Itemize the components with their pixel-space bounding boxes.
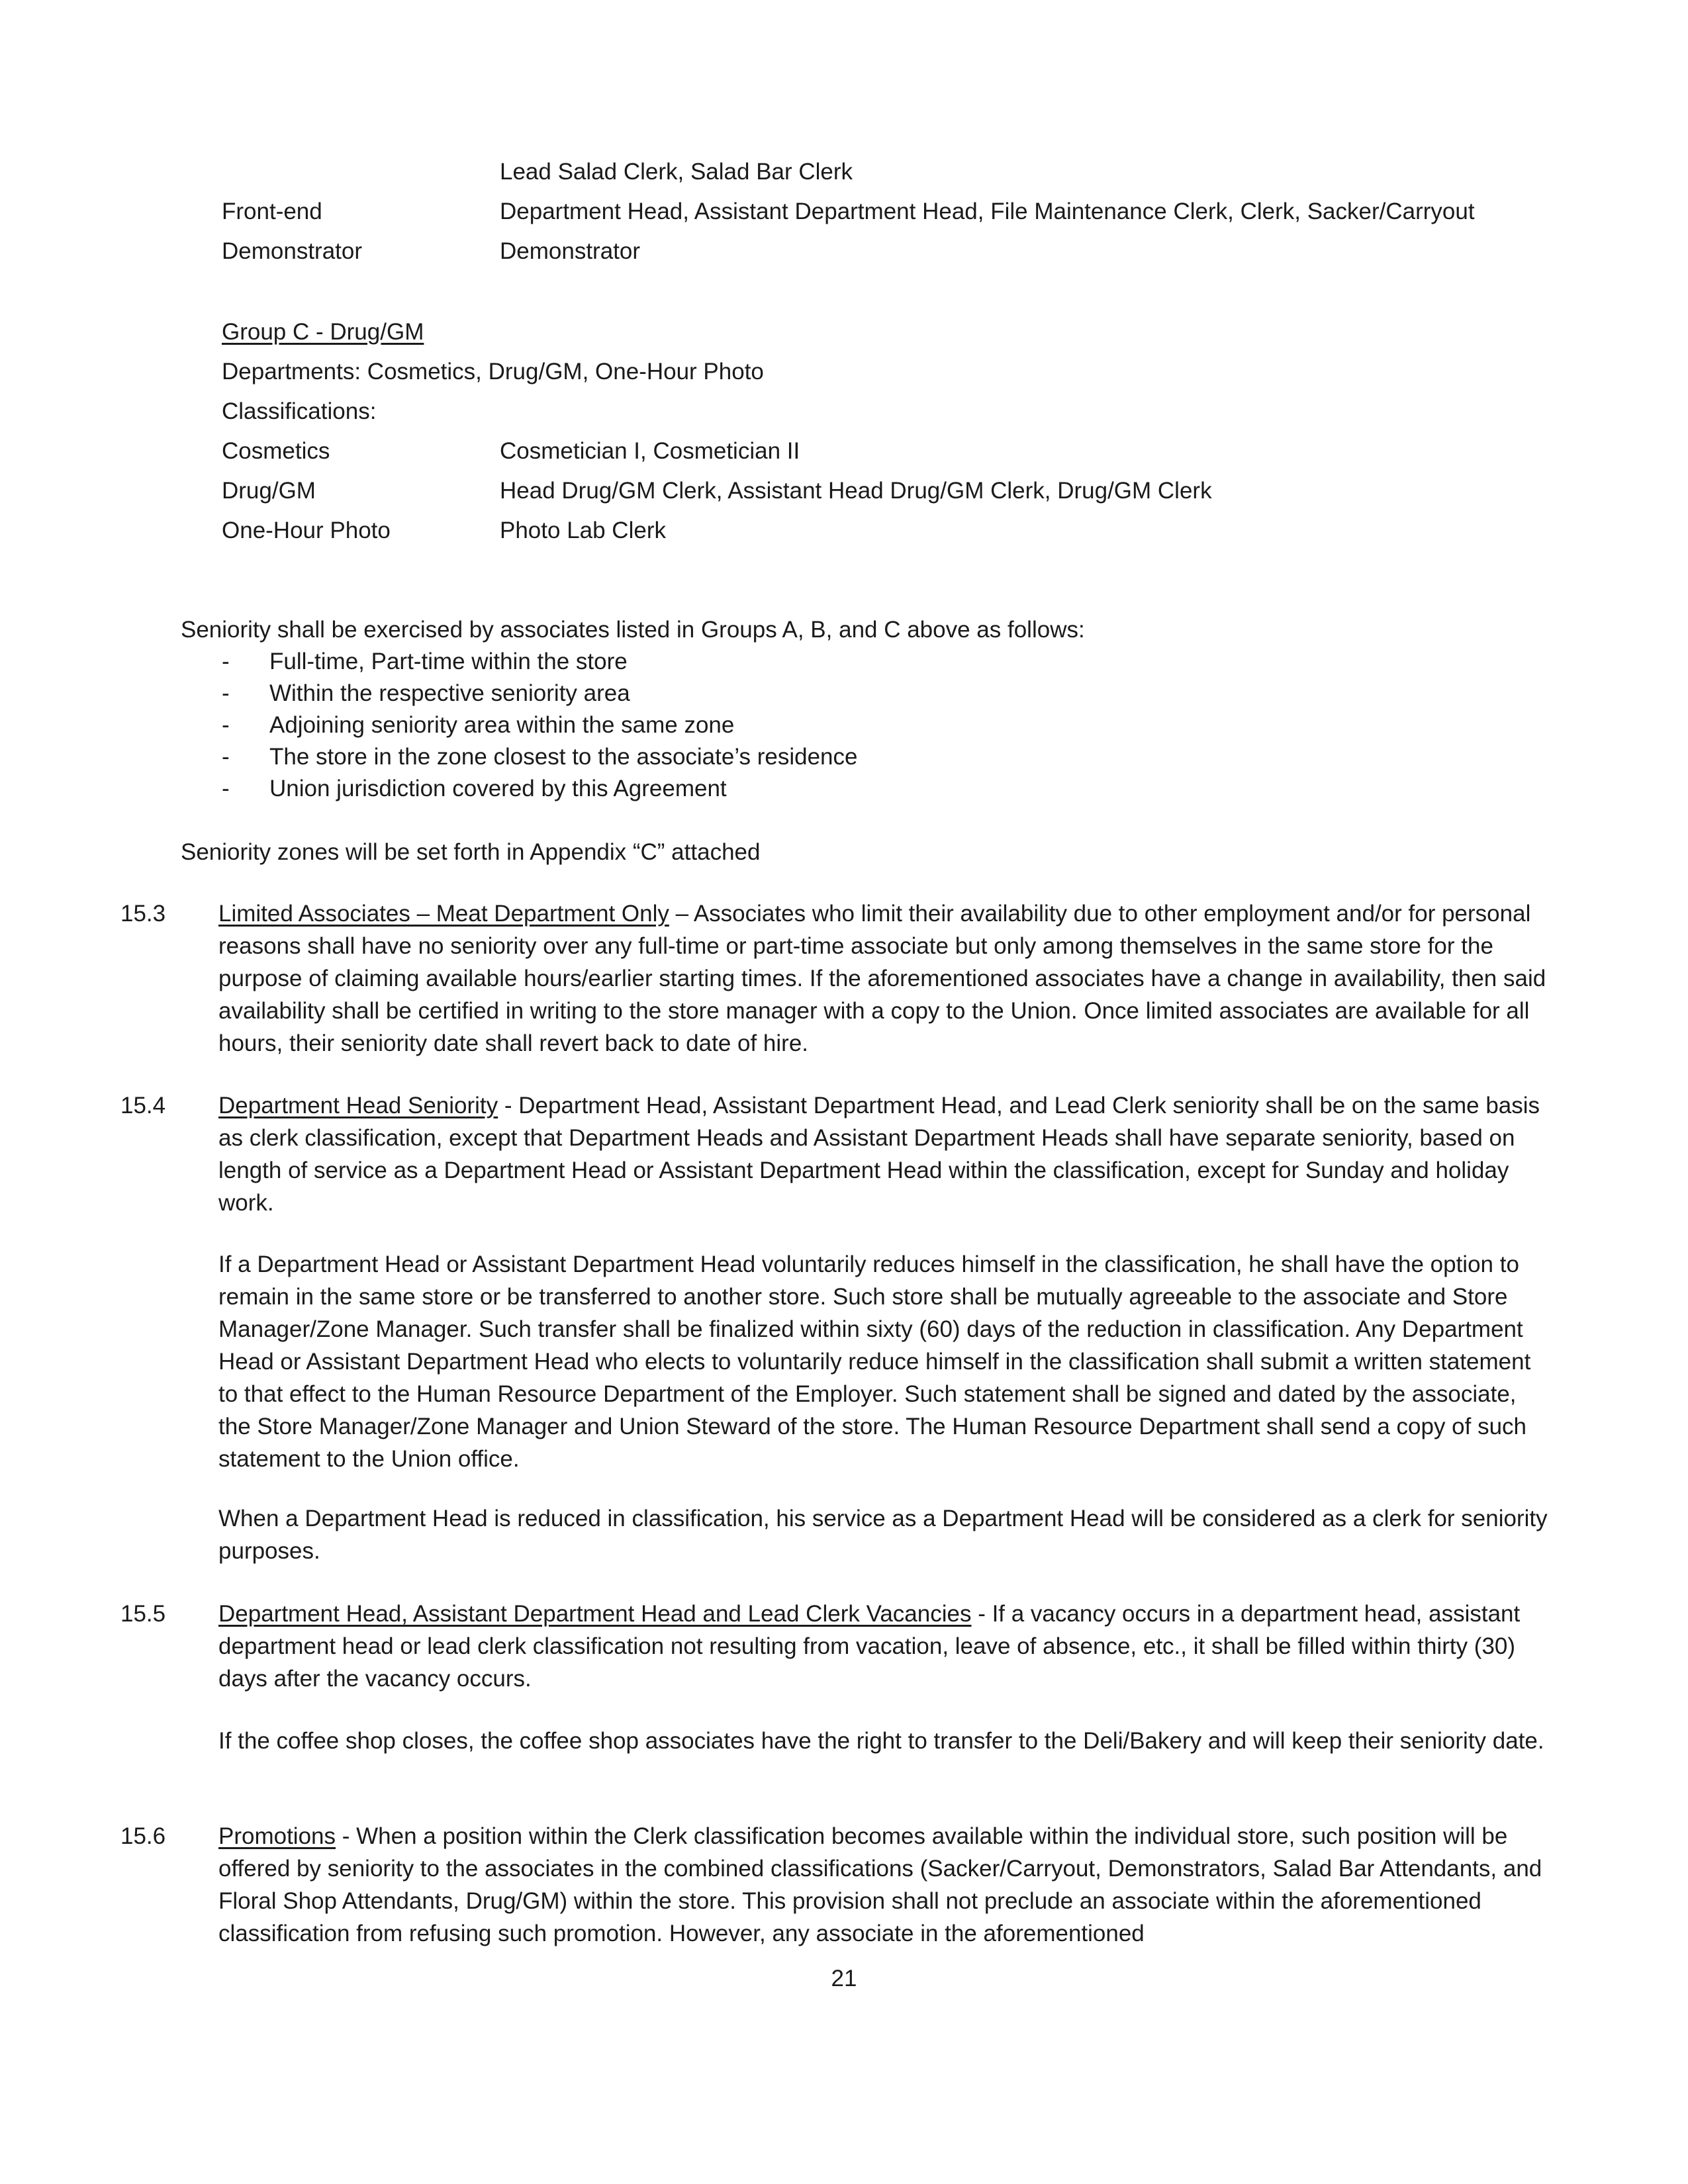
section-title: Promotions: [218, 1823, 336, 1849]
bullet-dash: -: [222, 712, 230, 738]
section-15-5-paragraph: If the coffee shop closes, the coffee shop associates have the right to transfer to the Deli/Bakery and will keep their seniority date.: [218, 1728, 1544, 1754]
section-title: Department Head Seniority: [218, 1093, 498, 1118]
section-15-4-paragraph: If a Department Head or Assistant Department Head voluntarily reduces himself in the classification, he shall have the option to remain in the same store or be transferred to another store. Such store shall be mutually agreeable to the associate and Store Manager/Zone Manager. Such transfer shall be finalized within sixty (60) days of the reduction in classification. Any Department Head or Assistant Department Head who elects to voluntarily reduce himself in the classification shall submit a written statement to that effect to the Human Resource Department of the Employer. Such statement shall be signed and dated by the associate, the Store Manager/Zone Manager and Union Steward of the store. The Human Resource Department shall send a copy of such statement to the Union office.: [218, 1251, 1531, 1472]
classification-list: Lead Salad Clerk, Salad Bar Clerk: [500, 159, 853, 185]
section-number: 15.5: [120, 1601, 166, 1627]
section-body: - When a position within the Clerk classification becomes available within the individual store, such position will be offered by seniority to the associates in the combined classifications (Sacker/Carryout, Demonstrators, Salad Bar Attendants, and Floral Shop Attendants, Drug/GM) within the store. This provision shall not preclude an associate within the aforementioned classification from refusing such promotion. However, any associate in the aforementioned: [218, 1823, 1542, 1946]
seniority-bullet: Union jurisdiction covered by this Agreement: [269, 776, 727, 801]
section-15-3: [218, 897, 1549, 1060]
page-number: 21: [831, 1966, 857, 1991]
bullet-dash: -: [222, 776, 230, 801]
seniority-bullet: The store in the zone closest to the associate’s residence: [269, 744, 858, 770]
classification-list: Cosmetician I, Cosmetician II: [500, 438, 800, 464]
classification-list: Photo Lab Clerk: [500, 518, 666, 543]
seniority-intro: Seniority shall be exercised by associates listed in Groups A, B, and C above as follows:: [181, 617, 1085, 643]
section-number: 15.4: [120, 1093, 166, 1118]
group-c-classifications-label: Classifications:: [222, 398, 377, 424]
department-name: Front-end: [222, 199, 322, 224]
seniority-bullet: Adjoining seniority area within the same zone: [269, 712, 735, 738]
bullet-dash: -: [222, 744, 230, 770]
seniority-bullet: Within the respective seniority area: [269, 680, 630, 706]
section-body: – Associates who limit their availability due to other employment and/or for personal reasons shall have no seniority over any full-time or part-time associate but only among themselves in the same store for the purpose of claiming available hours/earlier starting times. If the aforementioned associates have a change in availability, then said availability shall be certified in writing to the store manager with a copy to the Union. Once limited associates are available for all hours, their seniority date shall revert back to date of hire.: [218, 901, 1546, 1056]
seniority-zones: Seniority zones will be set forth in Appendix “C” attached: [181, 839, 761, 865]
department-name: Demonstrator: [222, 238, 363, 264]
classification-list: Demonstrator: [500, 238, 641, 264]
classification-list: Head Drug/GM Clerk, Assistant Head Drug/GM Clerk, Drug/GM Clerk: [500, 478, 1212, 504]
section-15-4: [218, 1089, 1549, 1219]
seniority-bullet: Full-time, Part-time within the store: [269, 649, 628, 674]
section-body: - Department Head, Assistant Department Head, and Lead Clerk seniority shall be on the same basis as clerk classification, except that Department Heads and Assistant Department Heads shall have separate seniority, based on length of service as a Department Head or Assistant Department Head within the classification, except for Sunday and holiday work.: [218, 1093, 1540, 1216]
bullet-dash: -: [222, 649, 230, 674]
department-name: Cosmetics: [222, 438, 330, 464]
section-title: Department Head, Assistant Department Head and Lead Clerk Vacancies: [218, 1601, 972, 1627]
classification-list: Department Head, Assistant Department Head, File Maintenance Clerk, Clerk, Sacker/Carryout: [500, 199, 1475, 224]
section-15-5: [218, 1598, 1549, 1695]
section-number: 15.6: [120, 1823, 166, 1849]
section-15-4-paragraph: When a Department Head is reduced in classification, his service as a Department Head will be considered as a clerk for seniority purposes.: [218, 1506, 1548, 1564]
section-title: Limited Associates – Meat Department Only: [218, 901, 669, 927]
department-name: Drug/GM: [222, 478, 316, 504]
group-c-heading: Group C - Drug/GM: [222, 319, 424, 345]
section-15-6: [218, 1820, 1549, 1950]
bullet-dash: -: [222, 680, 230, 706]
section-body: - If a vacancy occurs in a department head, assistant department head or lead clerk classification not resulting from vacation, leave of absence, etc., it shall be filled within thirty (30) days after the vacancy occurs.: [218, 1601, 1521, 1692]
section-number: 15.3: [120, 901, 166, 927]
group-c-departments: Departments: Cosmetics, Drug/GM, One-Hour Photo: [222, 359, 764, 385]
department-name: One-Hour Photo: [222, 518, 391, 543]
